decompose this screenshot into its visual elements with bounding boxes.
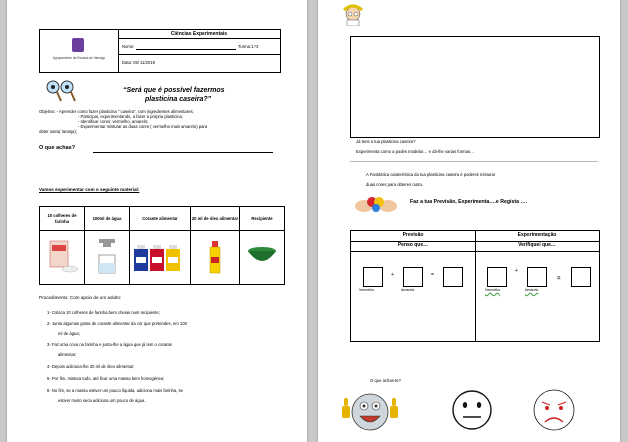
prediction-sub: Penso que… bbox=[397, 242, 429, 248]
experiment-box-result[interactable] bbox=[571, 267, 591, 287]
prediction-plus: + bbox=[391, 272, 394, 278]
happy-thumbs-up-face-icon[interactable] bbox=[340, 388, 400, 436]
oil-bottle-icon bbox=[191, 231, 239, 279]
question-title-2: plasticina caseira?” bbox=[145, 96, 212, 103]
name-label: Nome: bbox=[122, 44, 135, 49]
procedure-step-4: 4- Depois adiciona-lhe 20 ml de óleo alimentar; bbox=[47, 364, 135, 369]
experimentation-sub: Verifiquei que… bbox=[518, 242, 556, 248]
procedure-step-2b: ml de água; bbox=[58, 331, 80, 336]
procedure-title: Procedimento: Com apoio de um adulto: bbox=[39, 295, 122, 300]
material-header-flour: 10 colheres de farinha bbox=[40, 207, 85, 231]
experiment-box-red[interactable] bbox=[487, 267, 507, 287]
objective-line-4: - Experimentar misturar as duas cores ( vermelho mais amarelo) para bbox=[78, 124, 208, 129]
experiment-intro: Vamos experimentar com o seguinte material: bbox=[39, 187, 140, 192]
title-strip bbox=[118, 30, 280, 39]
school-logo-box bbox=[40, 30, 119, 72]
dye-image-cell bbox=[130, 231, 191, 285]
procedure-step-2: 2- Junta algumas gotas de corante alimentar da cor que pretendes, em 100 bbox=[47, 321, 187, 326]
scientist-cartoon-icon bbox=[338, 4, 368, 26]
prediction-header: Previsão bbox=[402, 232, 424, 238]
worksheet-page-1 bbox=[7, 0, 307, 442]
experiment-plus: + bbox=[515, 268, 518, 274]
procedure-step-6b: estiver muito seca adiciona um pouco de água. bbox=[58, 398, 146, 403]
school-name: Agrupamento de Escolas de Valongo bbox=[52, 56, 106, 60]
objective-line-3: - Identificar cores: vermelho, amarelo; bbox=[78, 119, 149, 124]
procedure-step-1: 1- Coloca 10 colheres de farinha bem cheias num recipiente; bbox=[47, 310, 160, 315]
magnifier-kids-icon bbox=[45, 79, 79, 103]
bowl-image-cell bbox=[240, 231, 285, 285]
flour-image-cell bbox=[40, 231, 85, 285]
class-label: Turma:1.º3 bbox=[238, 44, 259, 49]
procedure-step-5: 5- Por fim, mistura tudo, até ficar uma massa bem homogénea; bbox=[47, 376, 165, 381]
experimentation-header: Experimentação bbox=[517, 232, 557, 238]
objective-line-5: obter outra( laranja); bbox=[39, 129, 77, 134]
sad-face-icon[interactable] bbox=[530, 386, 578, 434]
prediction-box-result[interactable] bbox=[443, 267, 463, 287]
experiment-box-yellow[interactable] bbox=[527, 267, 547, 287]
objective-line-2: - Participar, experimentando, a fazer a própria plasticina; bbox=[78, 114, 183, 119]
question-title-1: “Será que é possível fazermos bbox=[123, 87, 225, 94]
neutral-face-icon[interactable] bbox=[450, 388, 494, 432]
answer-line-1[interactable] bbox=[350, 161, 598, 162]
materials-table bbox=[39, 206, 285, 285]
o-que-achas-te-label: O que achas-te? bbox=[370, 378, 401, 383]
results-table-sub-line bbox=[351, 251, 599, 252]
green-bowl-icon bbox=[240, 231, 284, 279]
note-line-2: duas cores para obteres outra. bbox=[366, 182, 424, 187]
material-header-bowl: Recipiente bbox=[240, 207, 285, 231]
procedure-step-3b: alimentar; bbox=[58, 352, 77, 357]
prediction-box-red[interactable] bbox=[363, 267, 383, 287]
prediction-equals: = bbox=[431, 272, 434, 278]
water-tap-icon bbox=[85, 231, 129, 279]
water-image-cell bbox=[85, 231, 130, 285]
experiment-label-yellow: Amarelo bbox=[525, 288, 539, 292]
question-have-plasticine: Já tens a tua plasticina caseira? bbox=[356, 139, 416, 144]
header-box bbox=[39, 29, 281, 73]
worksheet-page-2 bbox=[318, 0, 620, 442]
results-table-header-line bbox=[351, 241, 599, 242]
o-que-achas-answer-line[interactable] bbox=[93, 152, 273, 153]
prediction-label-red: Vermelho bbox=[359, 288, 375, 292]
divider-line bbox=[118, 54, 280, 55]
drawing-box[interactable] bbox=[350, 36, 600, 138]
instruction-text: Faz a tua Previsão, Experimenta….e Regista …. bbox=[410, 199, 528, 205]
material-header-water: 100ml de água bbox=[85, 207, 130, 231]
procedure-step-6: 6- No fim, se a massa estiver um pouco líquida, adiciona mais farinha, se bbox=[47, 388, 183, 393]
date-label: Data: 05/ 11/2019 bbox=[122, 60, 155, 65]
material-header-dye: Corante alimentar bbox=[130, 207, 191, 231]
prediction-label-yellow: Amarelo bbox=[401, 288, 415, 292]
results-table bbox=[350, 230, 600, 342]
procedure-step-3: 3- Faz uma cova na farinha e junta-lhe a água que já tem o corante bbox=[47, 342, 173, 347]
question-experiment-model: Experimenta como a podes modelar… e dá-lhe varias formas… bbox=[356, 149, 475, 154]
material-header-oil: 20 ml de óleo alimentar bbox=[191, 207, 240, 231]
food-dye-bottles-icon bbox=[130, 231, 190, 279]
name-field[interactable] bbox=[136, 49, 236, 50]
experiment-equals: = bbox=[557, 276, 561, 282]
o-que-achas-label: O que achas? bbox=[39, 145, 76, 151]
objective-line-1: Objetivo: - Aprender como fazer plasticina " caseira", com ingredientes alimentares; bbox=[39, 109, 194, 114]
oil-image-cell bbox=[191, 231, 240, 285]
hands-with-balls-icon bbox=[354, 190, 398, 218]
prediction-box-yellow[interactable] bbox=[403, 267, 423, 287]
experiment-label-red: Vermelho bbox=[485, 288, 501, 292]
worksheet-title: Ciências Experimentais bbox=[170, 31, 228, 37]
note-line-1: A Fantástica caraterística da tua plasticina caseira é poderes misturar bbox=[366, 172, 496, 177]
school-logo-icon bbox=[72, 38, 84, 52]
flour-icon bbox=[40, 231, 84, 279]
